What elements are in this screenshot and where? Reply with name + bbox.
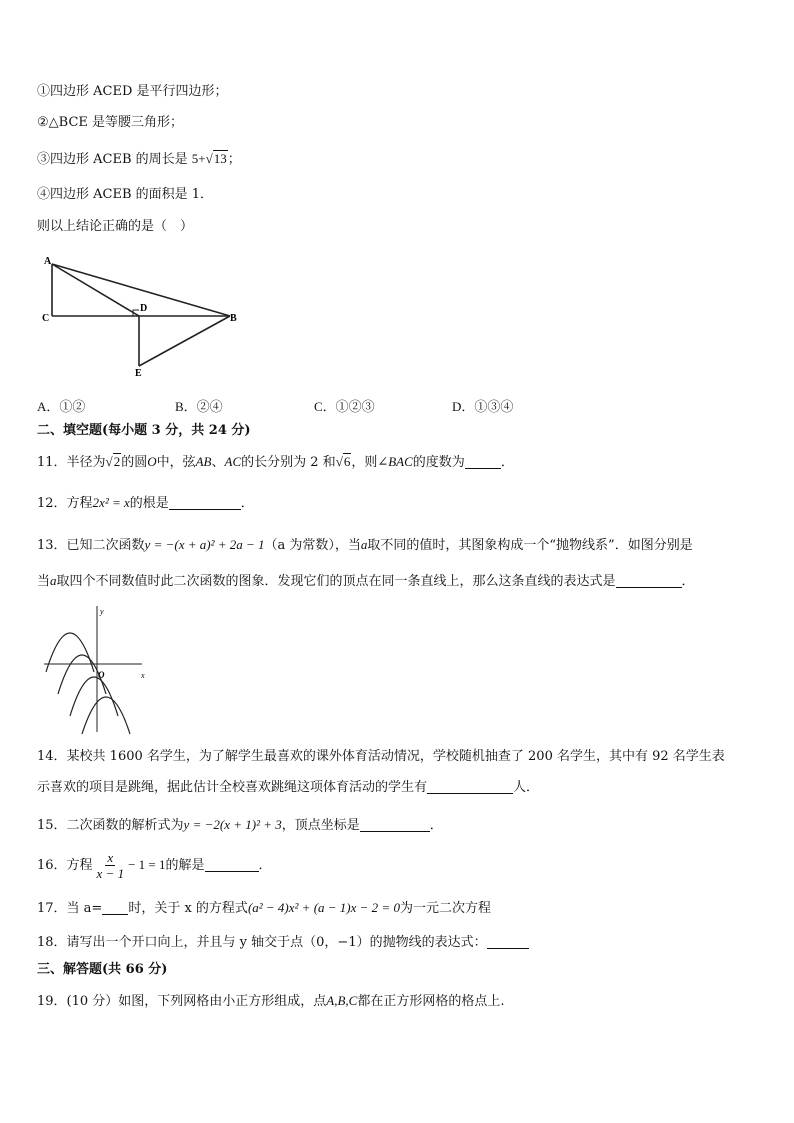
question-prompt: 则以上结论正确的是（ ）	[37, 219, 194, 234]
q11-circle-o: O	[147, 454, 157, 469]
q13-paren: （a 为常数），当	[264, 538, 361, 553]
q11-text-4: ，则	[351, 455, 378, 470]
q16-suffix: 的解是	[165, 858, 205, 873]
axis-y-label: y	[100, 607, 104, 616]
statement-2: ②△BCE 是等腰三角形；	[37, 115, 184, 130]
choice-c[interactable]: C．①②③	[314, 399, 375, 414]
q16-rest: − 1 = 1	[128, 857, 166, 872]
statement-3-prefix: ③四边形 ACEB 的周长是	[37, 152, 188, 167]
q18-answer-blank[interactable]	[487, 934, 529, 949]
q13-text-1: 取不同的值时，其图象构成一个“抛物线系”．如图分别是	[367, 538, 693, 553]
q16-numerator: x	[107, 850, 114, 865]
q16-end: ．	[258, 858, 272, 873]
statement-1: ①四边形 ACED 是平行四边形；	[37, 84, 228, 99]
q12-prefix: 12．方程	[37, 496, 93, 511]
axis-x-label: x	[141, 671, 145, 680]
q17-suffix: 为一元二次方程	[399, 901, 491, 916]
q11-text-2: 中，弦	[156, 455, 196, 470]
q17-equation: (a² − 4)x² + (a − 1)x − 2 = 0	[247, 900, 400, 915]
statement-3: ③四边形 ACEB 的周长是 5+√13；	[37, 151, 241, 167]
q16-prefix: 16．方程	[37, 858, 93, 873]
label-b: B	[230, 313, 237, 324]
choice-d[interactable]: D．①③④	[452, 399, 514, 414]
question-13-line-1	[37, 536, 693, 555]
q11-radius-root: 2	[113, 454, 121, 469]
question-11: 11．半径为√2的圆O中，弦AB、AC的长分别为 2 和√6，则∠BAC的度数为 ．	[37, 454, 514, 470]
figure-parabolas	[38, 604, 158, 736]
q11-text-1: 的圆	[121, 455, 148, 470]
question-16	[37, 848, 272, 883]
q12-equation: 2x² = x	[92, 495, 130, 510]
section-2-title: 二、填空题(每小题 3 分，共 24 分)	[37, 423, 251, 438]
q19-prefix: 19．(10 分）如图，下列网格由小正方形组成，点	[37, 994, 327, 1009]
choice-b[interactable]: B．②④	[175, 399, 223, 414]
q11-chord-ab: AB	[195, 454, 212, 469]
question-14-line-1: 14．某校共 1600 名学生，为了解学生最喜欢的课外体育活动情况，学校随机抽查了 200 名学生，其中有 92 名学生表	[37, 749, 725, 764]
q15-function: y = −2(x + 1)² + 3	[183, 817, 282, 832]
q13-text-2: 取四个不同数值时此二次函数的图象．发现它们的顶点在同一条直线上，那么这条直线的表达式是	[56, 574, 616, 589]
q16-answer-blank[interactable]	[205, 857, 259, 872]
q11-sep: 、	[211, 455, 225, 470]
question-17	[37, 899, 491, 918]
q11-suffix: 的度数为	[412, 455, 465, 470]
statement-3-root: 13	[213, 151, 227, 166]
q11-prefix: 11．半径为	[37, 455, 106, 470]
q15-end: ．	[429, 818, 443, 833]
question-12	[37, 494, 254, 513]
q16-denominator: x − 1	[96, 866, 125, 881]
q17-mid: 时，关于 x 的方程式	[128, 901, 248, 916]
q13-param-a-2: a	[50, 573, 57, 588]
q14-text: 示喜欢的项目是跳绳，据此估计全校喜欢跳绳这项体育活动的学生有	[37, 780, 428, 795]
q12-answer-blank[interactable]	[169, 495, 241, 510]
question-19	[37, 992, 505, 1011]
q11-end: ．	[500, 455, 514, 470]
statement-4: ④四边形 ACEB 的面积是 1．	[37, 187, 214, 202]
label-a: A	[44, 256, 52, 267]
question-13-line-2	[37, 572, 695, 591]
choice-a[interactable]: A．①②	[37, 399, 86, 414]
figure-quadrilateral	[38, 250, 248, 380]
q16-fraction	[95, 850, 127, 881]
label-c: C	[42, 313, 50, 324]
q13-function: y = −(x + a)² + 2a − 1	[144, 537, 265, 552]
statement-3-value: 5+	[191, 151, 206, 166]
q15-prefix: 15．二次函数的解析式为	[37, 818, 184, 833]
q13-line2-prefix: 当	[37, 574, 51, 589]
q12-suffix: 的根是	[129, 496, 169, 511]
q14-answer-blank[interactable]	[427, 779, 513, 794]
q13-prefix: 13．已知二次函数	[37, 538, 145, 553]
statement-3-suffix: ；	[227, 152, 241, 167]
q19-points: A,B,C	[326, 993, 358, 1008]
q13-param-a: a	[360, 537, 368, 552]
q11-length-root: 6	[343, 454, 351, 469]
q11-chord-ac: AC	[224, 454, 242, 469]
q13-answer-blank[interactable]	[616, 573, 682, 588]
q17-answer-blank[interactable]	[102, 900, 128, 915]
section-3-title: 三、解答题(共 66 分)	[37, 962, 168, 977]
question-18	[37, 934, 529, 952]
q15-suffix: ，顶点坐标是	[281, 818, 360, 833]
q12-end: ．	[240, 496, 254, 511]
origin-label: O	[98, 670, 105, 680]
question-15	[37, 816, 443, 835]
q11-text-3: 的长分别为 2 和	[241, 455, 336, 470]
q19-suffix: 都在正方形网格的格点上.	[357, 994, 505, 1009]
question-14-line-2	[37, 779, 539, 797]
label-d: D	[140, 303, 148, 314]
q11-answer-blank[interactable]	[465, 454, 501, 469]
q13-end: ．	[681, 574, 695, 589]
q15-answer-blank[interactable]	[360, 817, 430, 832]
q14-end: 人．	[513, 780, 540, 795]
q11-angle: ∠BAC	[377, 454, 413, 469]
label-e: E	[135, 368, 142, 379]
q18-text: 18．请写出一个开口向上，并且与 y 轴交于点（0，−1）的抛物线的表达式：	[37, 935, 487, 950]
q17-prefix: 17．当 a=	[37, 901, 103, 916]
